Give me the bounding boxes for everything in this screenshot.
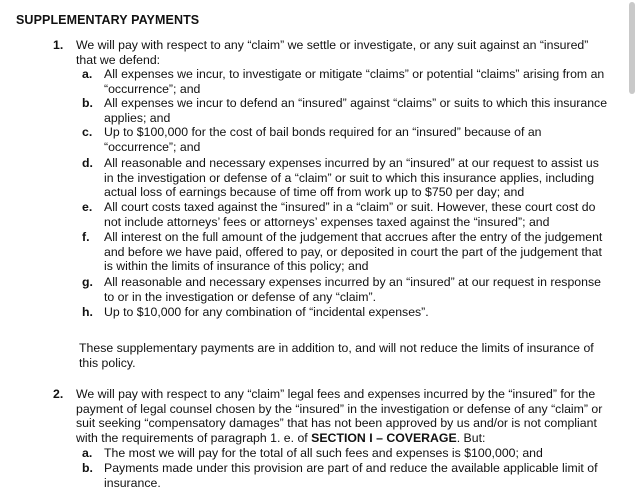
item-text-part: We will pay with respect to any “claim” legal fees and expenses incurred by the “insured” for the payment of legal counsel chosen by the “insured” in the investigation or defense of any “claim” or suit seeking “compensatory damages” that has not been approved by us and/or is not compliant with the requirements of paragraph 1. e. of	[76, 387, 603, 445]
item-text	[76, 387, 606, 445]
sub-item-letter: d.	[82, 156, 93, 170]
sub-item-letter: e.	[82, 200, 93, 214]
sub-item-letter: g.	[82, 275, 93, 289]
sub-item-letter: b.	[82, 96, 93, 110]
item-text: We will pay with respect to any “claim” we settle or investigate, or any suit against an “insured” that we defend:	[76, 38, 589, 67]
sub-item-text: All reasonable and necessary expenses incurred by an “insured” at our request to assist us in the investigation or defense of a “claim” or suit to which this insurance applies, including actual loss of earnings because of time off from work up to $750 per day; and	[104, 156, 599, 200]
sub-item-text: All expenses we incur, to investigate or mitigate “claims” or potential “claims” arising from an “occurrence”; and	[104, 67, 605, 96]
item-text-part: . But:	[456, 430, 486, 445]
sub-item-text: Payments made under this provision are part of and reduce the available applicable limit of insurance.	[104, 461, 598, 490]
sub-item-text: Up to $100,000 for the cost of bail bonds required for an “insured” because of an “occurrence”; and	[104, 125, 542, 154]
supplementary-note: These supplementary payments are in addition to, and will not reduce the limits of insurance of this policy.	[79, 341, 594, 370]
sub-item-letter: a.	[82, 67, 93, 81]
item-number: 2.	[53, 387, 64, 401]
sub-item-letter: h.	[82, 305, 93, 319]
sub-item-text: All reasonable and necessary expenses incurred by an “insured” at our request in response to or in the investigation or defense of any “claim”.	[104, 275, 601, 304]
scrollbar[interactable]	[629, 2, 635, 94]
section-reference: SECTION I – COVERAGE	[311, 430, 457, 445]
item-number: 1.	[53, 38, 64, 52]
sub-item-text: All expenses we incur to defend an “insured” against “claims” or suits to which this insurance applies; and	[104, 96, 608, 125]
sub-item-text: All court costs taxed against the “insured” in a “claim” or suit. However, these court cost do not include attorneys’ fees or attorneys’ expenses taxed against the “insured”; and	[104, 200, 596, 229]
sub-item-letter: b.	[82, 461, 93, 475]
sub-item-text: The most we will pay for the total of all such fees and expenses is $100,000; and	[104, 446, 543, 460]
sub-item-text: Up to $10,000 for any combination of “incidental expenses”.	[104, 305, 429, 319]
sub-item-text: All interest on the full amount of the judgement that accrues after the entry of the judgement and before we have paid, offered to pay, or deposited in court the part of the judgement that is within the limits of insurance of this policy; and	[104, 230, 603, 274]
sub-item-letter: f.	[82, 230, 90, 244]
section-heading: SUPPLEMENTARY PAYMENTS	[16, 13, 200, 27]
sub-item-letter: a.	[82, 446, 93, 460]
sub-item-letter: c.	[82, 125, 93, 139]
